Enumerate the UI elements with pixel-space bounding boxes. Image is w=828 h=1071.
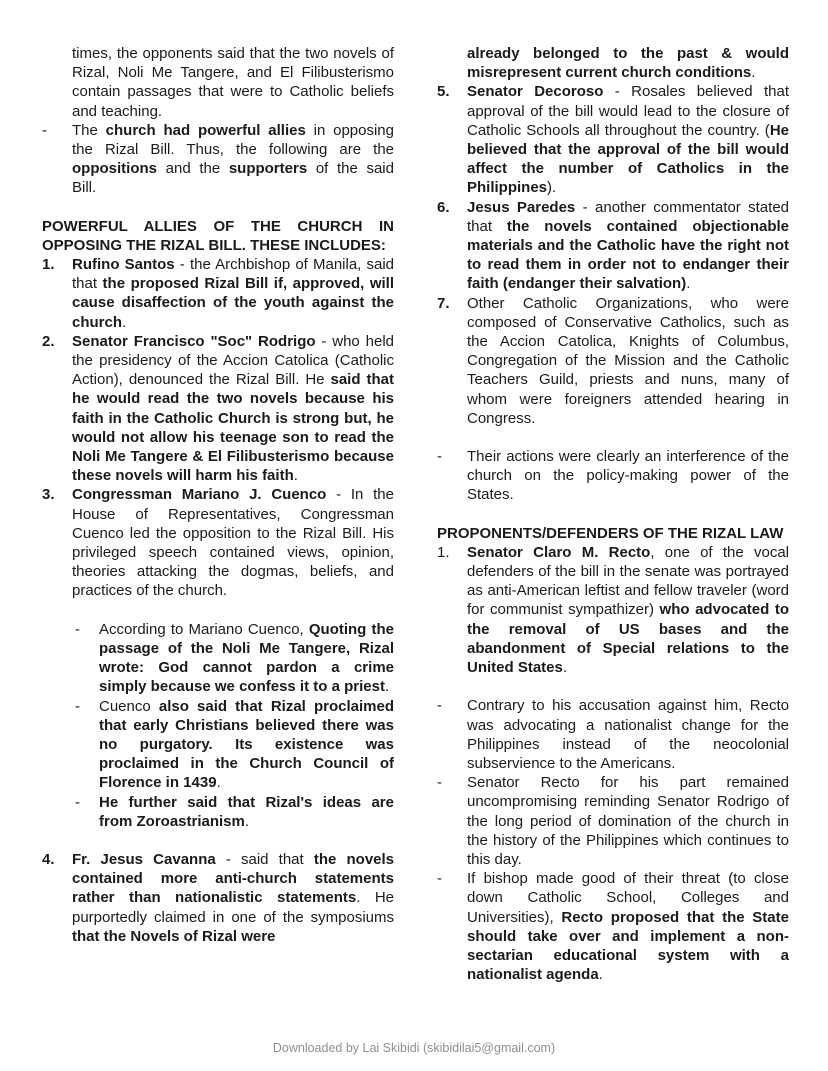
bullet-item bbox=[437, 773, 789, 869]
list-item bbox=[437, 294, 789, 428]
sub-bullet-item bbox=[42, 620, 394, 697]
bullet-item bbox=[437, 447, 789, 505]
bullet-dash-marker: - bbox=[437, 774, 442, 792]
body-text: . bbox=[384, 678, 390, 696]
emphasis-text: that the Novels of Rizal were bbox=[72, 927, 276, 945]
body-text: of the said Bill. bbox=[72, 160, 394, 197]
paragraph-continuation bbox=[42, 44, 394, 121]
bullet-dash-marker: - bbox=[437, 870, 442, 888]
list-number-marker: 1. bbox=[42, 256, 55, 274]
bullet-item bbox=[437, 696, 789, 773]
paragraph-continuation bbox=[437, 44, 789, 82]
body-text: Cuenco bbox=[99, 697, 159, 715]
emphasis-text: He believed that the approval of the bill would affect the number of Catholics in the Philippines bbox=[467, 121, 789, 197]
body-text: . He purportedly claimed in one of the symposiums bbox=[72, 889, 394, 926]
emphasis-text: the novels contained objectionable materials and the Catholic have the right not to read them in order not to endanger their faith (endanger their salvation) bbox=[467, 217, 790, 293]
list-number-marker: 4. bbox=[42, 850, 55, 868]
bullet-dash-marker: - bbox=[437, 448, 442, 466]
bullet-dash-marker: - bbox=[42, 121, 47, 139]
emphasis-text: Fr. Jesus Cavanna bbox=[72, 850, 216, 868]
footer-text: Downloaded by Lai Skibidi (skibidilai5@gmail.com) bbox=[272, 1041, 556, 1055]
body-text: and the bbox=[157, 160, 229, 178]
section-heading bbox=[437, 524, 789, 543]
emphasis-text: Jesus Paredes bbox=[467, 198, 576, 216]
emphasis-text: church had powerful allies bbox=[105, 121, 306, 139]
body-text: According to Mariano Cuenco, bbox=[99, 620, 309, 638]
emphasis-text: POWERFUL ALLIES OF THE CHURCH IN OPPOSING THE RIZAL BILL. THESE INCLUDES: bbox=[42, 217, 394, 254]
emphasis-text: who advocated to the removal of US bases and the abandonment of Special relations to the United States bbox=[467, 601, 789, 677]
emphasis-text: the proposed Rizal Bill if, approved, will cause disaffection of the youth against the church bbox=[72, 275, 395, 331]
bullet-dash-marker: - bbox=[437, 697, 442, 715]
page-footer bbox=[0, 1041, 828, 1056]
emphasis-text: the novels contained more anti-church statements rather than nationalistic statements bbox=[72, 850, 395, 907]
list-number-marker: 5. bbox=[437, 83, 450, 101]
list-item bbox=[437, 198, 789, 294]
body-text: . bbox=[216, 774, 221, 792]
bullet-item bbox=[437, 869, 789, 984]
body-text: If bishop made good of their threat (to close down Catholic School, Colleges and Universities), bbox=[467, 870, 789, 926]
body-text: , one of the vocal defenders of the bill in the senate was portrayed as anti-American leftist and fellow traveler (word for communist sympathizer) bbox=[467, 543, 789, 619]
emphasis-text: Senator Claro M. Recto bbox=[467, 543, 651, 561]
body-text: - In the House of Representatives, Congressman Cuenco led the opposition to the Rizal Bill. His privileged speech contained views, opinion, theories attacking the dogmas, beliefs, and practices of the church. bbox=[72, 486, 394, 600]
list-item bbox=[42, 255, 394, 332]
list-number-marker: 6. bbox=[437, 198, 450, 216]
body-text: ). bbox=[547, 179, 557, 197]
body-text: - Rosales believed that approval of the bill would lead to the closure of Catholic Schools all throughout the country. ( bbox=[467, 83, 789, 139]
body-text: - said that bbox=[215, 850, 314, 868]
sub-bullet-item bbox=[42, 697, 394, 793]
list-number-marker: 1. bbox=[437, 543, 450, 561]
list-item bbox=[42, 332, 394, 486]
emphasis-text: Senator Decoroso bbox=[467, 83, 604, 101]
list-item bbox=[437, 543, 789, 677]
body-text: . bbox=[598, 966, 603, 984]
bullet-dash-marker: - bbox=[75, 620, 80, 638]
body-text: - another commentator stated that bbox=[467, 198, 790, 235]
list-number-marker: 3. bbox=[42, 486, 55, 504]
emphasis-text: also said that Rizal proclaimed that early Christians believed there was no purgatory. Its existence was proclaimed in the Church Council of Florence in 1439 bbox=[99, 697, 395, 792]
bullet-item bbox=[42, 121, 394, 198]
body-text: . bbox=[562, 659, 568, 677]
emphasis-text: oppositions bbox=[72, 160, 157, 178]
bullet-dash-marker: - bbox=[75, 793, 80, 811]
list-item bbox=[42, 485, 394, 600]
body-text: . bbox=[293, 467, 298, 485]
section-heading bbox=[42, 217, 394, 255]
body-text: Contrary to his accusation against him, Recto was advocating a nationalist change for the Philippines instead of the neocolonial subservience to the Americans. bbox=[467, 697, 789, 772]
body-text: Senator Recto for his part remained uncompromising reminding Senator Rodrigo of the long period of domination of the church in the history of the Philippines which continues to this day. bbox=[467, 774, 789, 868]
body-text: in opposing the Rizal Bill. Thus, the following are the bbox=[72, 121, 394, 159]
emphasis-text: Quoting the passage of the Noli Me Tangere, Rizal wrote: God cannot pardon a crime simply because we confess it to a priest bbox=[99, 620, 394, 696]
left-column bbox=[42, 44, 394, 946]
sub-bullet-item bbox=[42, 793, 394, 831]
body-text: The bbox=[72, 121, 106, 139]
list-number-marker: 7. bbox=[437, 294, 450, 312]
bullet-dash-marker: - bbox=[75, 697, 80, 715]
list-item bbox=[42, 850, 394, 946]
emphasis-text: Senator Francisco "Soc" Rodrigo bbox=[72, 332, 316, 350]
body-text: times, the opponents said that the two novels of Rizal, Noli Me Tangere, and El Filibusterismo contain passages that were to Catholic beliefs and teaching. bbox=[72, 45, 394, 120]
list-item bbox=[437, 82, 789, 197]
body-text: . bbox=[686, 275, 691, 293]
body-text: - the Archbishop of Manila, said that bbox=[72, 256, 394, 293]
emphasis-text: He further said that Rizal's ideas are from Zoroastrianism bbox=[99, 793, 394, 830]
emphasis-text: Rufino Santos bbox=[72, 256, 175, 274]
emphasis-text: Congressman Mariano J. Cuenco bbox=[72, 486, 327, 504]
emphasis-text: said that he would read the two novels because his faith in the Catholic Church is strong but, he would not allow his teenage son to read the Noli Me Tangere & El Filibusterismo because these novels will harm his faith bbox=[72, 371, 394, 485]
body-text: . bbox=[751, 64, 756, 82]
emphasis-text: already belonged to the past & would misrepresent current church conditions bbox=[467, 45, 789, 82]
body-text: - who held the presidency of the Accion Catolica (Catholic Action), denounced the Rizal Bill. He bbox=[72, 332, 394, 389]
emphasis-text: PROPONENTS/DEFENDERS OF THE RIZAL LAW bbox=[437, 524, 784, 542]
body-text: . bbox=[244, 812, 250, 830]
body-text: . bbox=[122, 313, 127, 331]
body-text: Their actions were clearly an interference of the church on the policy-making power of the States. bbox=[467, 448, 789, 504]
body-text: Other Catholic Organizations, who were composed of Conservative Catholics, such as the Accion Catolica, Knights of Columbus, Congregation of the Mission and the Catholic Teachers Guild, priests and nuns, many of whom were foreigners attended hearing in Congress. bbox=[467, 294, 789, 427]
list-number-marker: 2. bbox=[42, 332, 55, 350]
emphasis-text: supporters bbox=[228, 160, 308, 178]
emphasis-text: Recto proposed that the State should take over and implement a non-sectarian educational system with a nationalist agenda bbox=[467, 908, 789, 984]
right-column bbox=[437, 44, 789, 984]
